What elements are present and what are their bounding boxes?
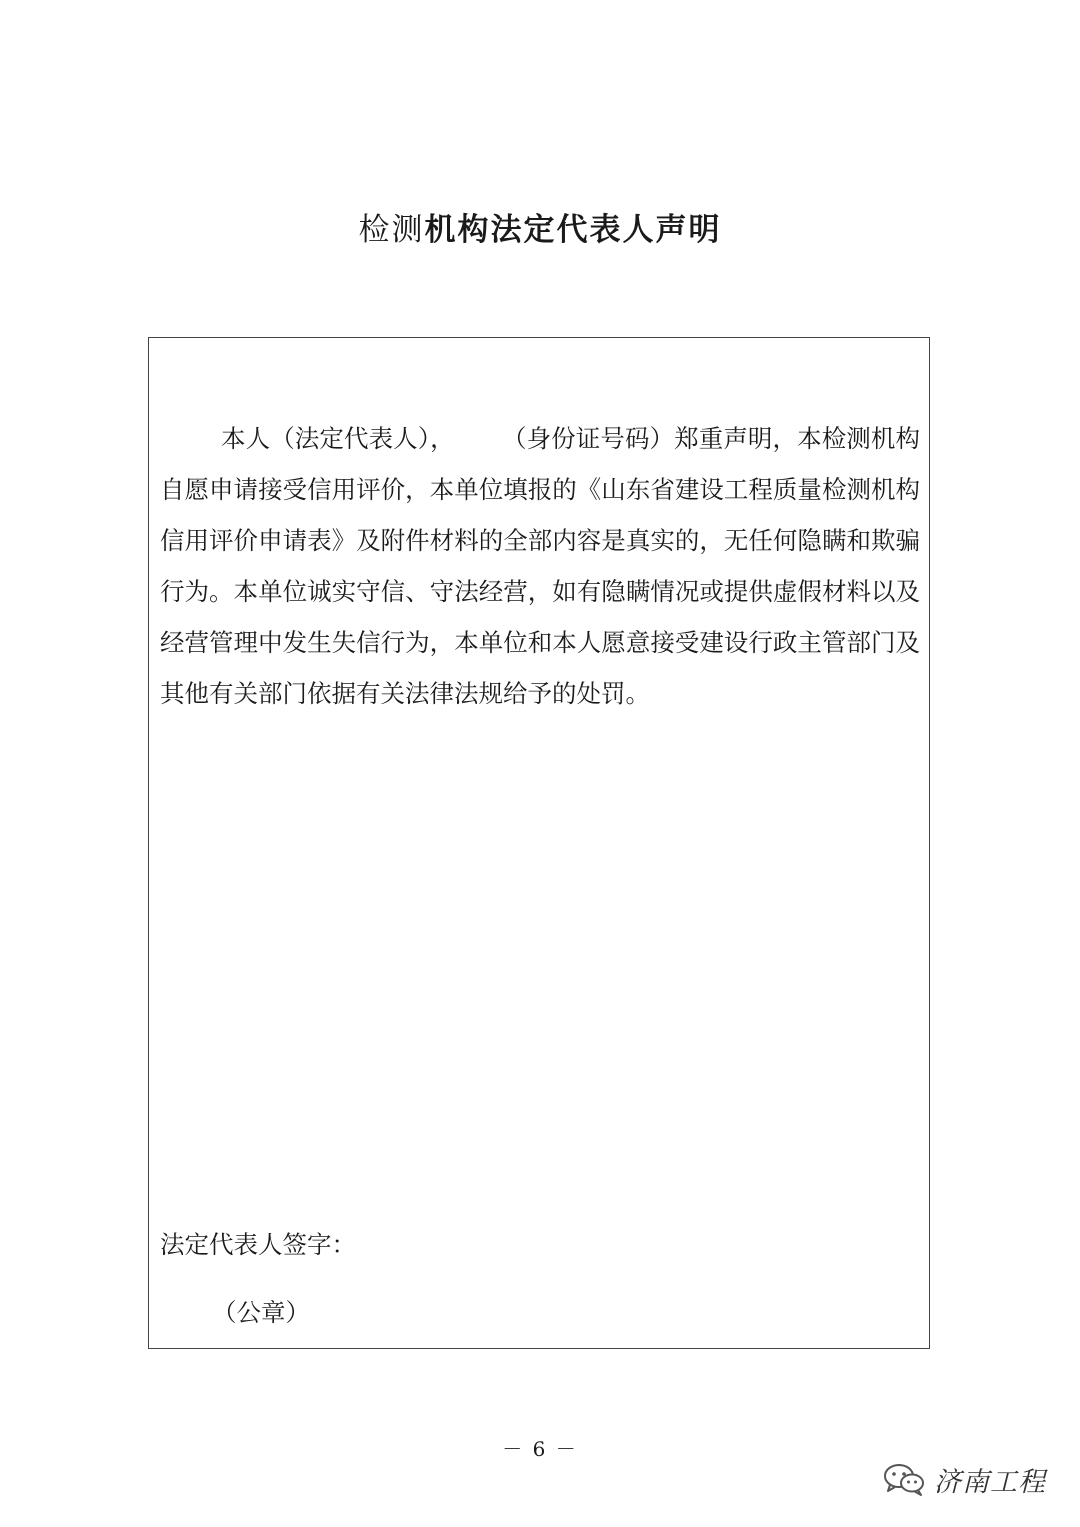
title-prefix: 检测	[358, 212, 425, 248]
declaration-text: 本人（法定代表人）， （身份证号码）郑重声明，本检测机构自愿申请接受信用评价，本单位填报的《山东省建设工程质量检测机构信用评价申请表》及附件材料的全部内容是真实的，无任何隐瞒和欺骗行为。本单位诚实守信、守法经营，如有隐瞒情况或提供虚假材料以及经营管理中发生失信行为，本单位和本人愿意接受建设行政主管部门及其他有关部门依据有关法律法规给予的处罚。	[160, 424, 920, 708]
wechat-icon	[882, 1461, 926, 1497]
seal-label: （公章）	[212, 1298, 310, 1327]
watermark-text: 济南工程	[934, 1466, 1046, 1498]
watermark	[882, 1457, 1046, 1501]
title-main: 机构法定代表人声明	[424, 212, 722, 248]
page-number: － 6 －	[502, 1437, 578, 1461]
document-title	[0, 205, 1080, 255]
signature-label: 法定代表人签字：	[160, 1230, 356, 1259]
